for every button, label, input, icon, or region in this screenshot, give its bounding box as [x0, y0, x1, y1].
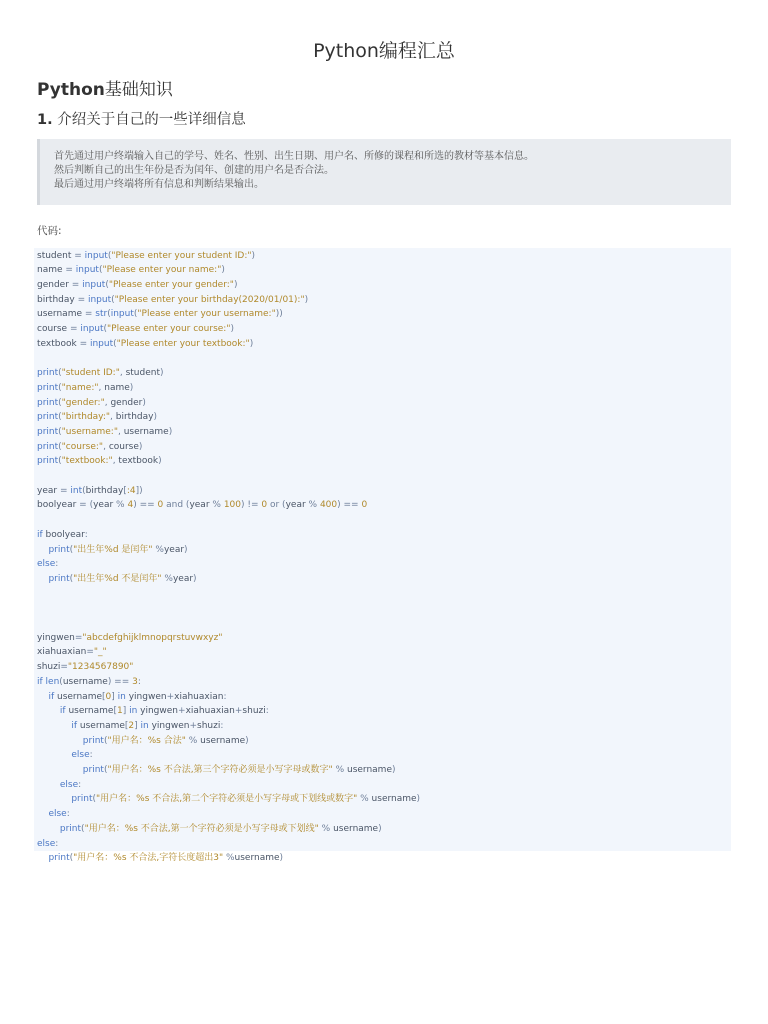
description-note	[37, 139, 731, 205]
code-block	[34, 248, 731, 864]
section-heading	[37, 75, 173, 100]
code-line: print("gender:", gender)	[37, 397, 146, 408]
code-line: if username[0] in yingwen+xiahuaxian:	[48, 691, 227, 702]
code-line: course = input("Please enter your course:")	[37, 324, 234, 334]
code-line: print("student ID:", student)	[37, 368, 164, 379]
code-line: else:	[37, 838, 59, 849]
code-line: print("出生年%d 是闰年" %year)	[48, 544, 188, 555]
code-line: else:	[37, 559, 59, 570]
code-line: print("textbook:", textbook)	[37, 456, 162, 467]
code-line: print("用户名：%s 不合法,字符长度超出3" %username)	[48, 853, 284, 864]
note-line: 最后通过用户终端将所有信息和判断结果输出。	[54, 179, 264, 190]
document-title: Python编程汇总	[313, 40, 455, 62]
code-line: if username[1] in yingwen+xiahuaxian+shuzi:	[59, 706, 269, 717]
note-line: 首先通过用户终端输入自己的学号、姓名、性别、出生日期、用户名、所修的课程和所选的教材等基本信息。	[54, 151, 534, 162]
code-line: year = int(birthday[:4])	[37, 485, 143, 496]
code-line: print("username:", username)	[37, 426, 173, 437]
code-line: if boolyear:	[37, 529, 88, 540]
code-line: textbook = input("Please enter your textbook:")	[37, 338, 254, 349]
code-line: if len(username) == 3:	[37, 676, 141, 687]
code-line: student = input("Please enter your student ID:")	[37, 250, 256, 261]
code-line: yingwen="abcdefghijklmnopqrstuvwxyz"	[37, 632, 223, 643]
code-line: print("name:", name)	[37, 382, 134, 393]
code-label: 代码:	[37, 225, 62, 237]
subsection-text: 介绍关于自己的一些详细信息	[52, 112, 246, 128]
code-line: username = str(input("Please enter your username:"))	[37, 309, 283, 320]
code-line: else:	[71, 750, 93, 761]
section-heading-rest: 基础知识	[104, 80, 173, 100]
section-heading-bold: Python	[37, 80, 105, 100]
code-line: else:	[48, 809, 70, 820]
code-line: print("出生年%d 不是闰年" %year)	[48, 573, 197, 584]
code-line: gender = input("Please enter your gender:")	[37, 279, 238, 290]
subsection-heading	[37, 108, 246, 129]
code-line: print("用户名：%s 不合法,第二个字符必须是小写字母或下划线或数字" % username)	[71, 794, 421, 805]
code-line: if username[2] in yingwen+shuzi:	[71, 720, 224, 731]
code-line: print("用户名：%s 合法" % username)	[82, 735, 249, 746]
code-line: else:	[59, 779, 82, 790]
code-line: boolyear = (year % 4) == 0 and (year % 100) != 0 or (year % 400) == 0	[37, 500, 368, 511]
code-line: birthday = input("Please enter your birthday(2020/01/01):")	[37, 294, 309, 305]
subsection-number: 1.	[37, 112, 53, 128]
code-line: print("用户名：%s 不合法,第一个字符必须是小写字母或下划线" % username)	[59, 823, 382, 834]
code-line: name = input("Please enter your name:")	[37, 265, 225, 276]
code-line: xiahuaxian="_"	[37, 647, 107, 658]
code-line: shuzi="1234567890"	[37, 662, 134, 673]
code-line: print("course:", course)	[37, 441, 143, 452]
code-line: print("birthday:", birthday)	[37, 412, 157, 423]
note-line: 然后判断自己的出生年份是否为闰年、创建的用户名是否合法。	[54, 165, 334, 176]
code-line: print("用户名：%s 不合法,第三个字符必须是小写字母或数字" % username)	[82, 765, 396, 775]
